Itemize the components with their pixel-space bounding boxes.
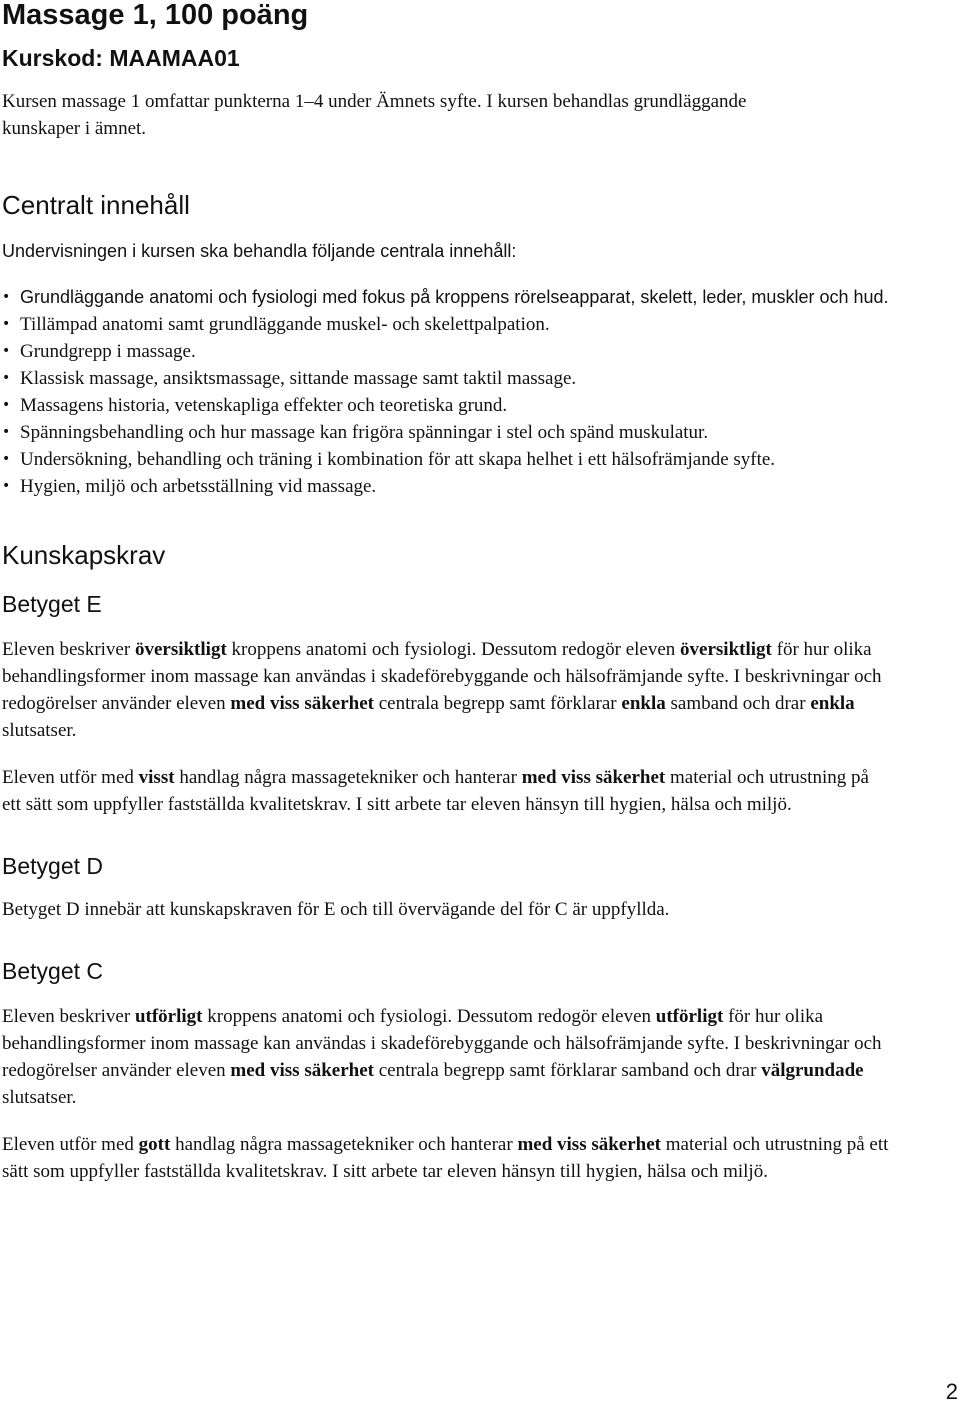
- grade-c-heading: Betyget C: [2, 958, 103, 984]
- central-content-list: [2, 284, 902, 500]
- grade-e-paragraph-2: Eleven utför med visst handlag några massagetekniker och hanterar med viss säkerhet material och utrustning på ett sätt som uppfyller fastställda kvalitetskrav. I sitt arbete tar eleven hänsyn till hygien, hälsa och miljö.: [2, 767, 869, 815]
- bullet-icon: •: [2, 397, 11, 413]
- bullet-icon: •: [2, 478, 11, 494]
- grade-e-paragraph-1: Eleven beskriver översiktligt kroppens anatomi och fysiologi. Dessutom redogör eleven översiktligt för hur olika behandlingsformer inom massage kan användas i skadeförebyggande och hälsofrämjande syfte. I beskrivningar och redogörelser använder eleven med viss säkerhet centrala begrepp samt förklarar enkla samband och drar enkla slutsatser.: [2, 639, 882, 741]
- list-item: • Grundläggande anatomi och fysiologi med fokus på kroppens rörelseapparat, skelett, leder, muskler och hud.: [2, 284, 902, 311]
- bullet-icon: •: [2, 424, 11, 440]
- knowledge-heading: Kunskapskrav: [2, 540, 166, 570]
- bullet-icon: •: [2, 316, 11, 332]
- list-item: • Grundgrepp i massage.: [2, 338, 902, 365]
- bullet-icon: •: [2, 343, 11, 359]
- list-item: • Massagens historia, vetenskapliga effekter och teoretiska grund.: [2, 392, 902, 419]
- central-content-lead: Undervisningen i kursen ska behandla följande centrala innehåll:: [2, 241, 517, 261]
- page-title: Massage 1, 100 poäng: [2, 0, 309, 31]
- course-code: Kurskod: MAAMAA01: [2, 45, 240, 71]
- grade-d-heading: Betyget D: [2, 853, 103, 879]
- bullet-icon: •: [2, 451, 11, 467]
- bullet-icon: •: [2, 289, 11, 305]
- list-item: • Klassisk massage, ansiktsmassage, sittande massage samt taktil massage.: [2, 365, 902, 392]
- list-item: • Hygien, miljö och arbetsställning vid massage.: [2, 473, 902, 500]
- grade-c-paragraph-2: Eleven utför med gott handlag några massagetekniker och hanterar med viss säkerhet material och utrustning på ett sätt som uppfyller fastställda kvalitetskrav. I sitt arbete tar eleven hänsyn till hygien, hälsa och miljö.: [2, 1134, 889, 1182]
- list-item: • Tillämpad anatomi samt grundläggande muskel- och skelettpalpation.: [2, 311, 902, 338]
- document-page: [2, 0, 952, 1185]
- grade-e-heading: Betyget E: [2, 591, 102, 617]
- list-item: • Spänningsbehandling och hur massage kan frigöra spänningar i stel och spänd muskulatur.: [2, 419, 902, 446]
- central-content-heading: Centralt innehåll: [2, 190, 190, 220]
- page-number: 2: [945, 1379, 958, 1404]
- grade-d-paragraph: Betyget D innebär att kunskapskraven för E och till övervägande del för C är uppfyllda.: [2, 899, 670, 920]
- list-item: • Undersökning, behandling och träning i kombination för att skapa helhet i ett hälsofrämjande syfte.: [2, 446, 902, 473]
- grade-c-paragraph-1: Eleven beskriver utförligt kroppens anatomi och fysiologi. Dessutom redogör eleven utförligt för hur olika behandlingsformer inom massage kan användas i skadeförebyggande och hälsofrämjande syfte. I beskrivningar och redogörelser använder eleven med viss säkerhet centrala begrepp samt förklarar samband och drar välgrundade slutsatser.: [2, 1006, 882, 1108]
- bullet-icon: •: [2, 370, 11, 386]
- course-intro: Kursen massage 1 omfattar punkterna 1–4 under Ämnets syfte. I kursen behandlas grundläggande kunskaper i ämnet.: [2, 91, 747, 139]
